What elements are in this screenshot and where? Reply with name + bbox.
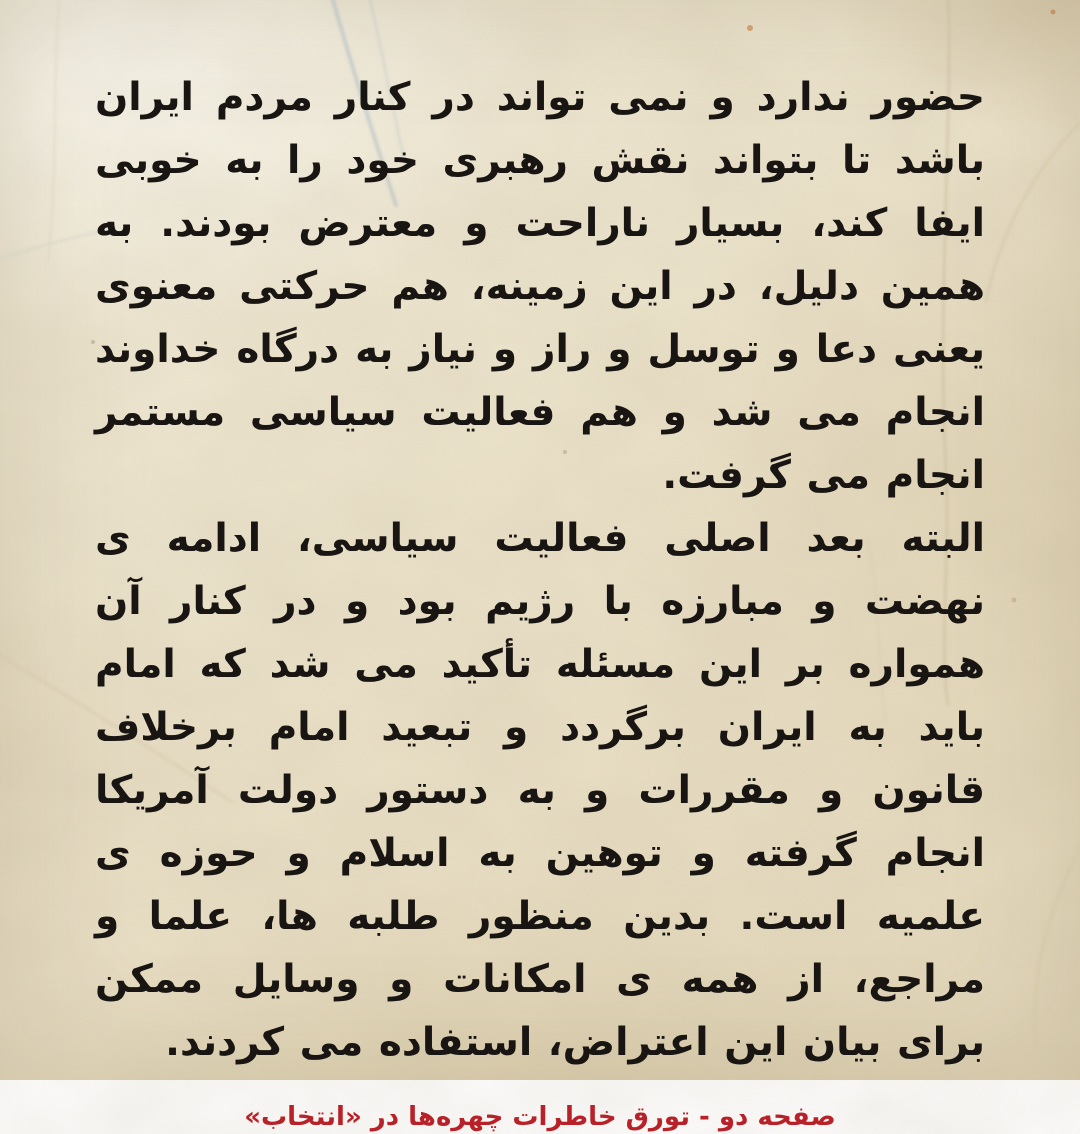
caption-text: صفحه دو - تورق خاطرات چهره‌ها در «انتخاب» bbox=[244, 1102, 836, 1132]
body-paragraph-1: حضور ندارد و نمی تواند در کنار مردم ایران باشد تا بتواند نقش رهبری خود را به خوبی ایفا کند، بسیار ناراحت و معترض بودند. به همین دلیل، در این زمینه، هم حرکتی معنوی یعنی دعا و توسل و راز و نیاز به درگاه خداوند انجام می شد و هم فعالیت سیاسی مستمر انجام می گرفت. bbox=[95, 75, 985, 498]
page-content bbox=[95, 66, 985, 1134]
body-paragraph-2: البته بعد اصلی فعالیت سیاسی، ادامه ی نهضت و مبارزه با رژیم بود و در کنار آن همواره بر این مسئله تأکید می شد که امام باید به ایران برگردد و تبعید امام برخلاف قانون و مقررات و به دستور دولت آمریکا انجام گرفته و توهین به اسلام و حوزه ی علمیه است. بدین منظور طلبه ها، علما و مراجع، از همه ی امکانات و وسایل ممکن برای بیان این اعتراض، استفاده می کردند. bbox=[95, 516, 985, 1065]
